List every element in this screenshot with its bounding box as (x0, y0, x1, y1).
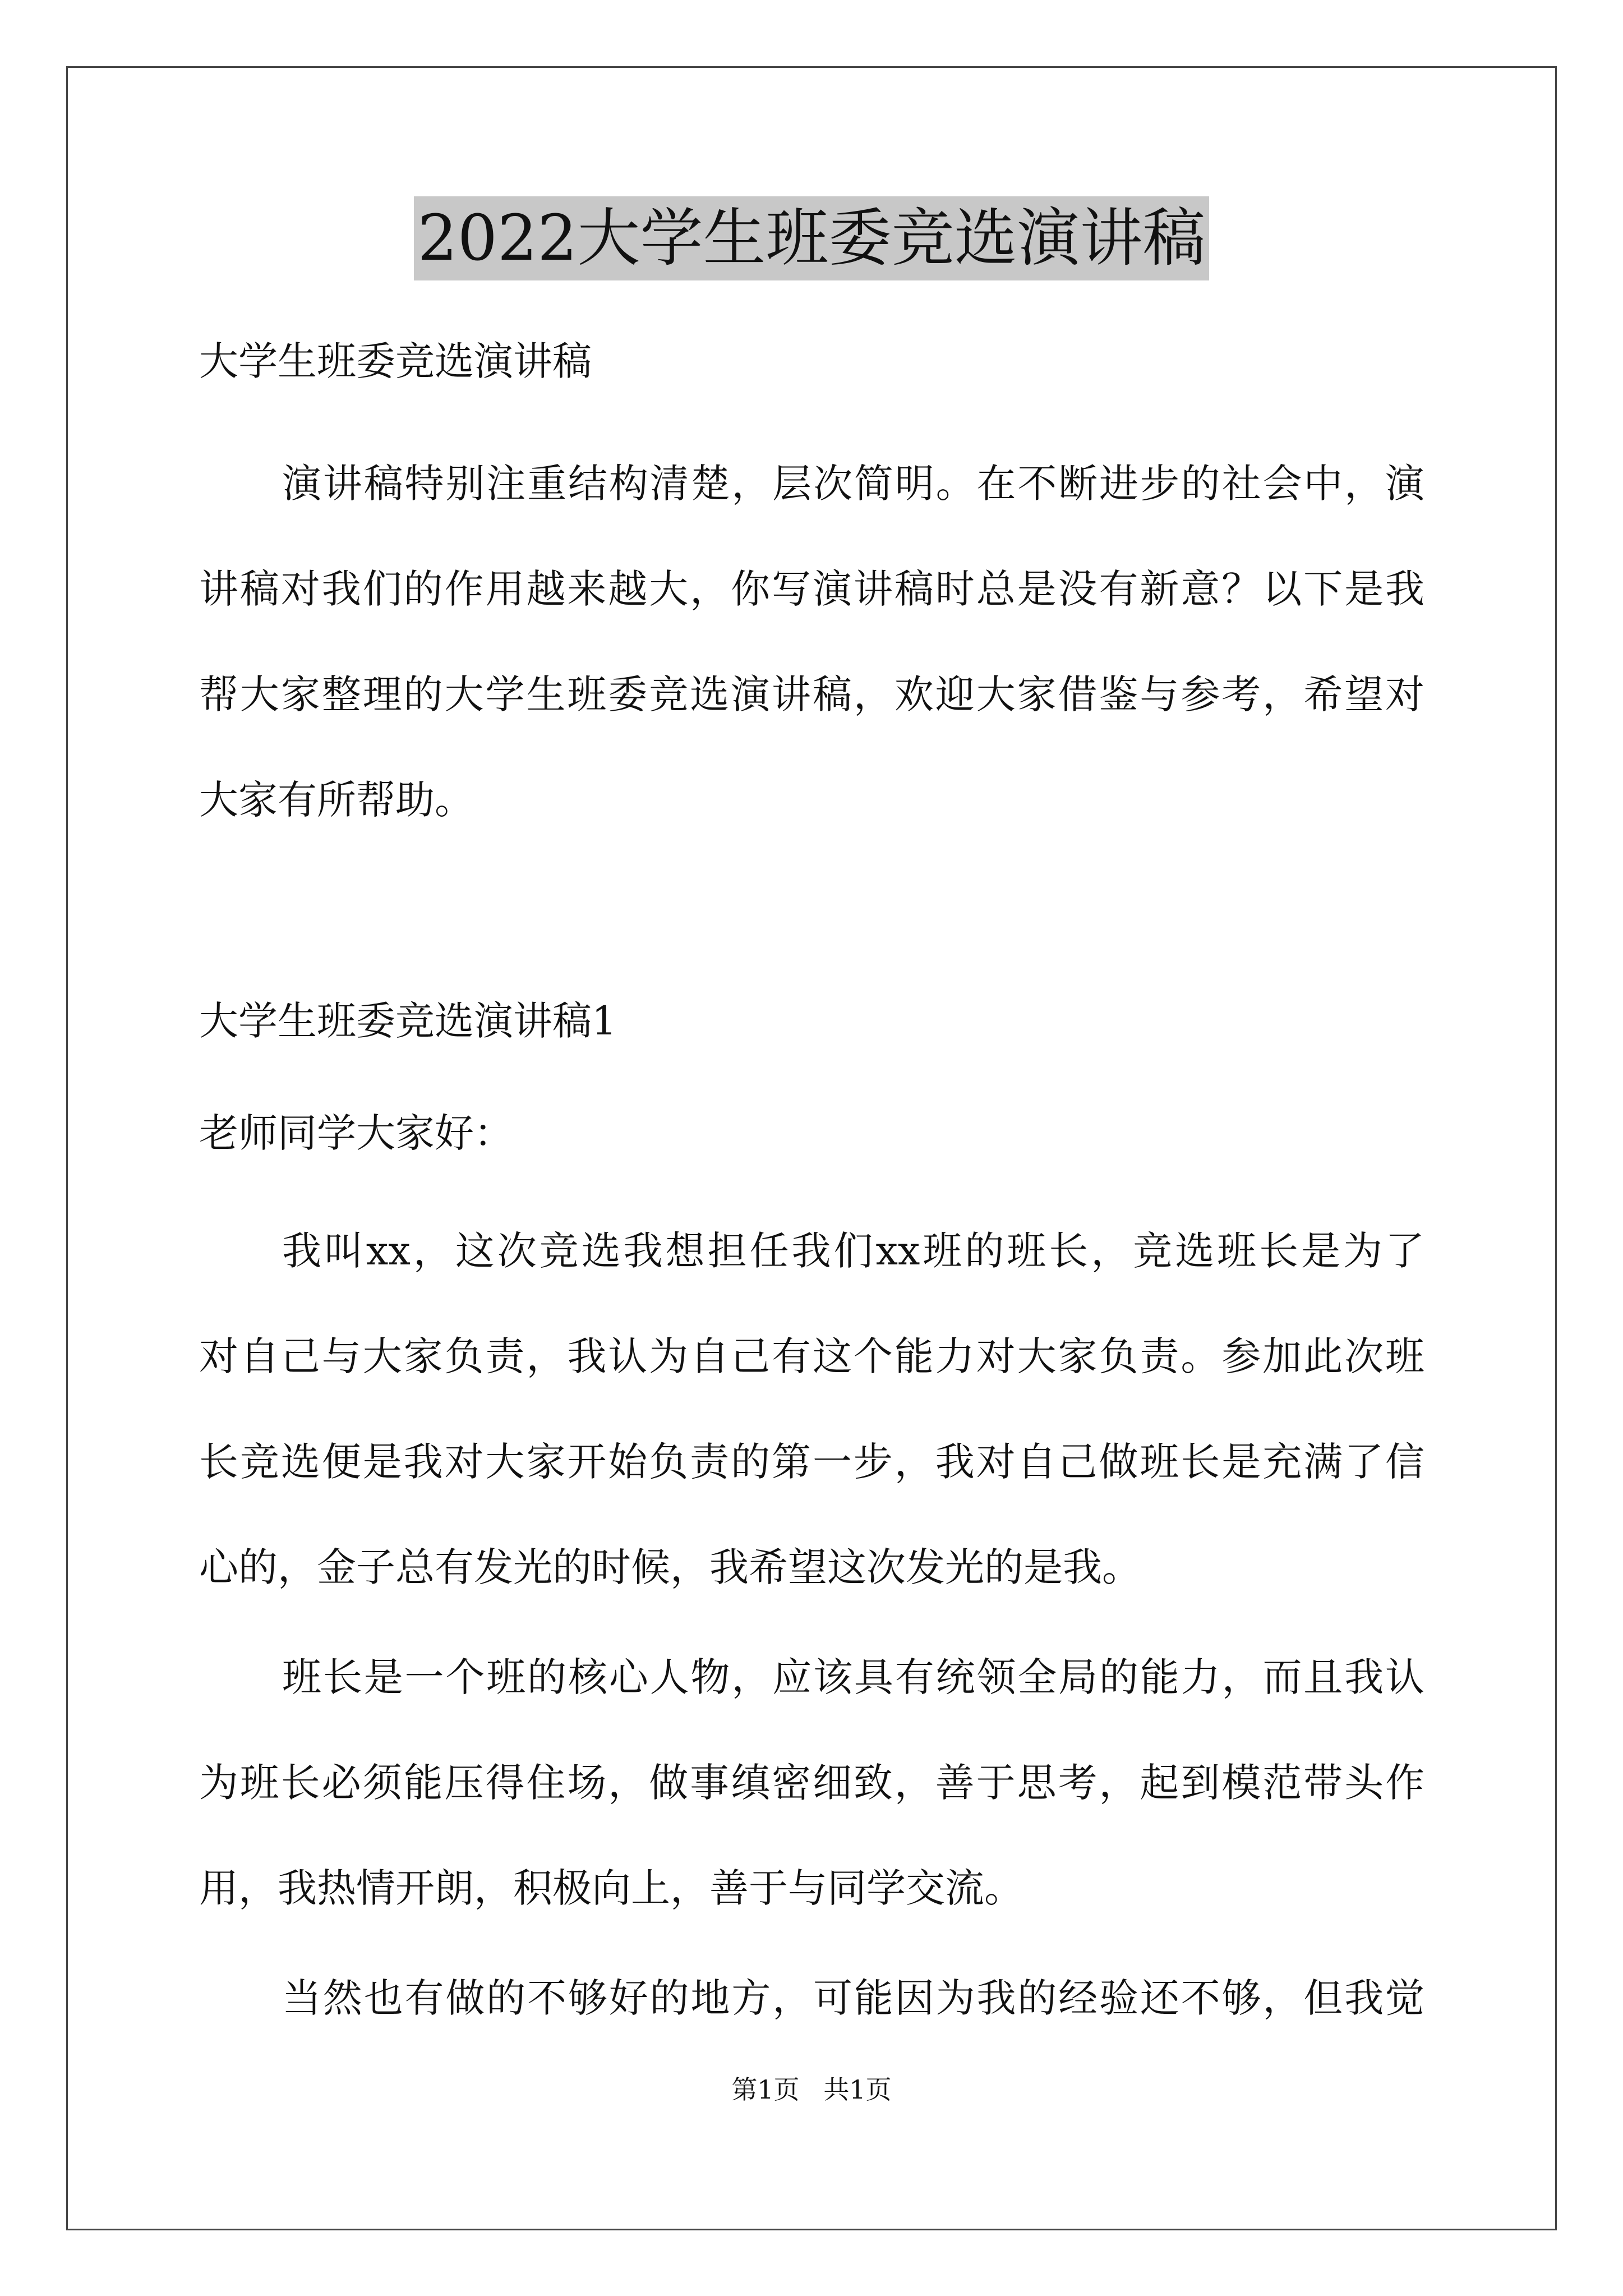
page-total: 共1页 (823, 2074, 892, 2105)
paragraph-line: 对自己与大家负责，我认为自己有这个能力对大家负责。参加此次班 (199, 1333, 1424, 1379)
document-title: 2022大学生班委竞选演讲稿 (414, 196, 1209, 280)
paragraph-line: 帮大家整理的大学生班委竞选演讲稿，欢迎大家借鉴与参考，希望对 (199, 671, 1424, 717)
paragraph-line: 长竞选便是我对大家开始负责的第一步，我对自己做班长是充满了信 (199, 1439, 1424, 1485)
paragraph-line: 当然也有做的不够好的地方，可能因为我的经验还不够，但我觉 (282, 1975, 1424, 2021)
paragraph-line: 演讲稿特别注重结构清楚，层次简明。在不断进步的社会中，演 (282, 461, 1424, 507)
paragraph-line: 我叫xx，这次竞选我想担任我们xx班的班长，竞选班长是为了 (282, 1228, 1424, 1274)
paragraph-line: 讲稿对我们的作用越来越大，你写演讲稿时总是没有新意？以下是我 (199, 566, 1424, 612)
paragraph-line: 大家有所帮助。 (199, 777, 474, 823)
page-number: 第1页 (731, 2074, 800, 2105)
subtitle-line: 大学生班委竞选演讲稿 (199, 338, 592, 384)
section-heading: 大学生班委竞选演讲稿1 (199, 998, 617, 1044)
paragraph-line: 班长是一个班的核心人物，应该具有统领全局的能力，而且我认 (282, 1654, 1424, 1700)
greeting-line: 老师同学大家好： (199, 1110, 513, 1156)
title-block (0, 196, 1623, 280)
paragraph-line: 用，我热情开朗，积极向上，善于与同学交流。 (199, 1865, 1023, 1911)
paragraph-line: 心的，金子总有发光的时候，我希望这次发光的是我。 (199, 1544, 1141, 1590)
paragraph-line: 为班长必须能压得住场，做事缜密细致，善于思考，起到模范带头作 (199, 1760, 1424, 1806)
page-footer (0, 2073, 1623, 2106)
